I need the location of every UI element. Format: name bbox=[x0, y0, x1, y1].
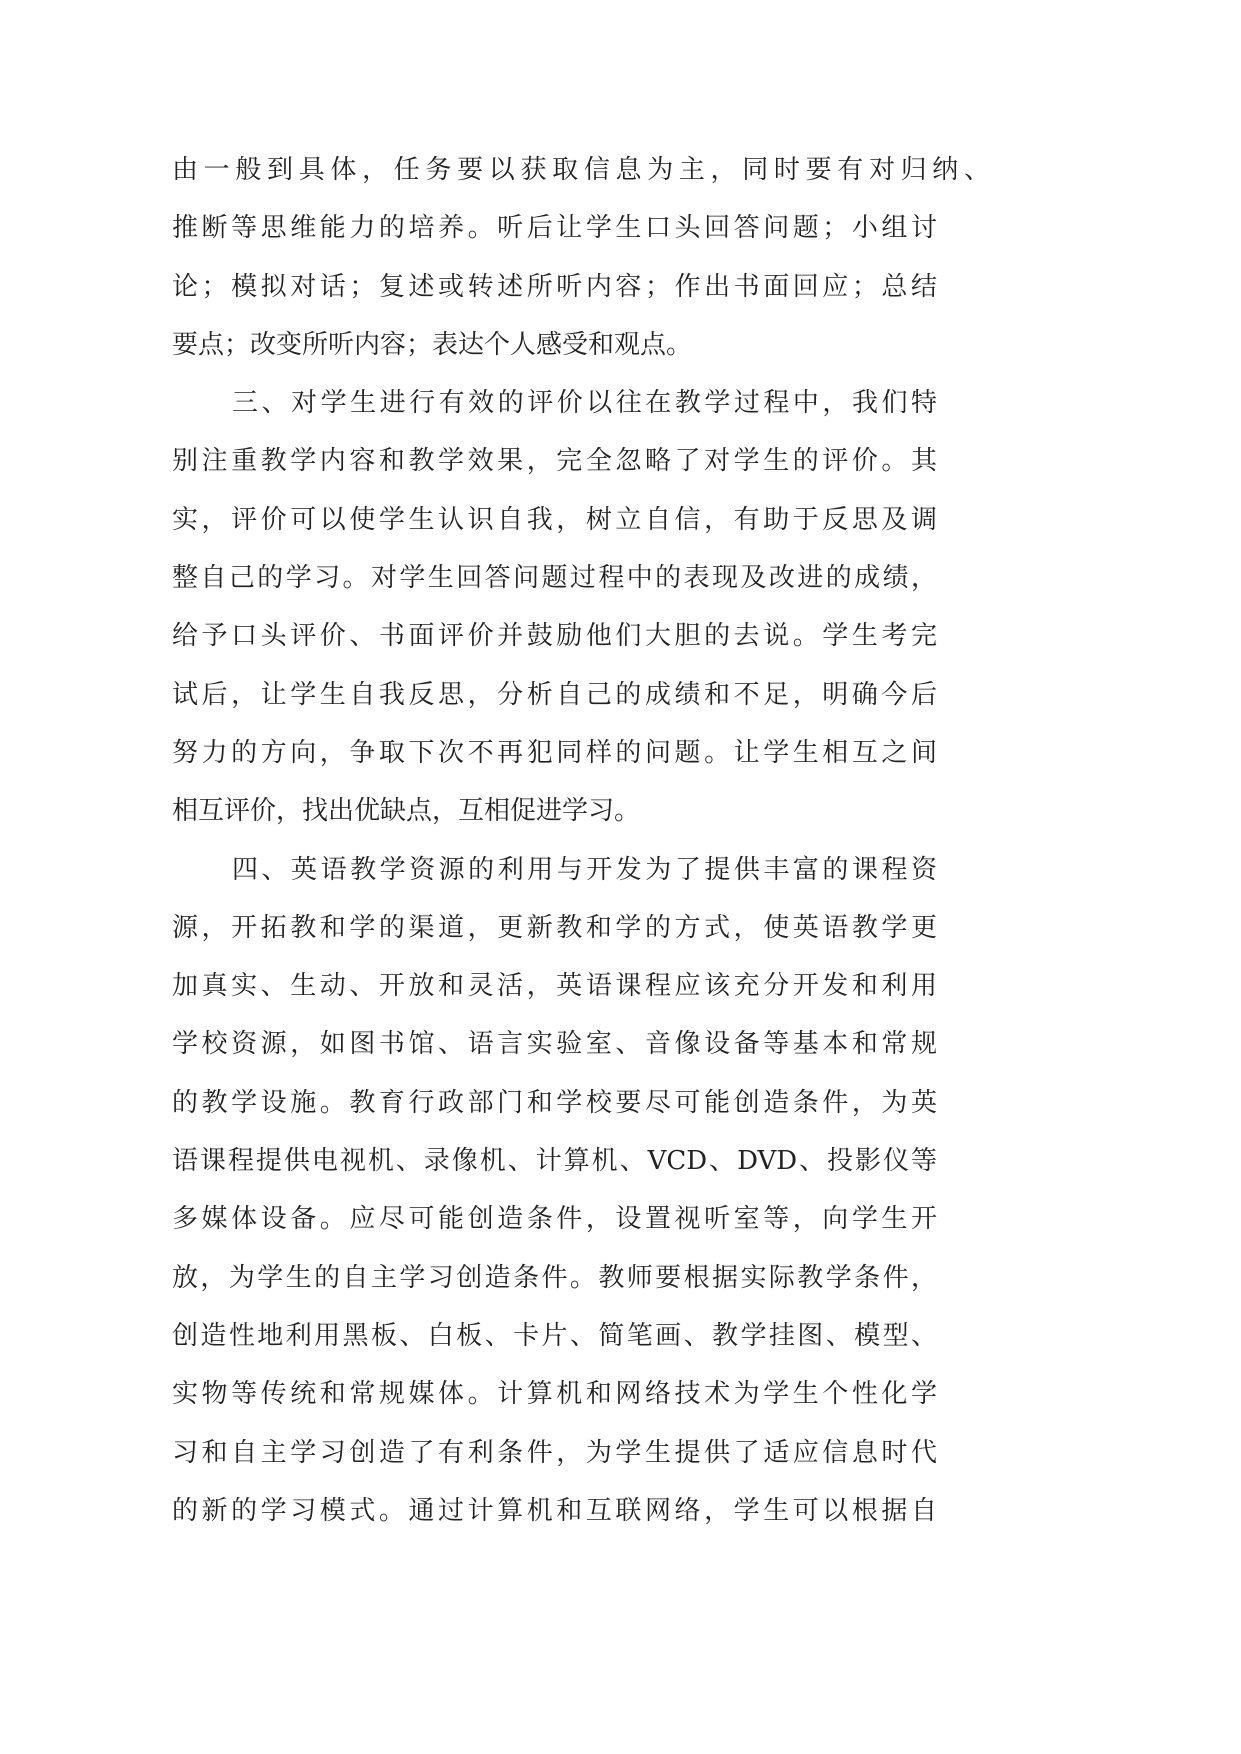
body-paragraph bbox=[172, 374, 990, 840]
body-paragraph bbox=[172, 841, 990, 1541]
text-line: 语课程提供电视机、录像机、计算机、VCD、DVD、投影仪等 bbox=[172, 1146, 937, 1177]
text-line: 实物等传统和常规媒体。计算机和网络技术为学生个性化学 bbox=[172, 1379, 937, 1410]
text-line: 加真实、生动、开放和灵活，英语课程应该充分开发和利用 bbox=[172, 971, 937, 1002]
text-line: 给予口头评价、书面评价并鼓励他们大胆的去说。学生考完 bbox=[172, 621, 937, 652]
document-body bbox=[172, 141, 990, 1540]
text-line: 学校资源，如图书馆、语言实验室、音像设备等基本和常规 bbox=[172, 1029, 937, 1060]
paragraph-heading-line: 三、对学生进行有效的评价以往在教学过程中，我们特 bbox=[232, 388, 937, 419]
text-line: 的新的学习模式。通过计算机和互联网络，学生可以根据自 bbox=[172, 1495, 937, 1526]
text-line: 实，评价可以使学生认识自我，树立自信，有助于反思及调 bbox=[172, 504, 937, 535]
paragraph-heading-line: 四、英语教学资源的利用与开发为了提供丰富的课程资 bbox=[232, 854, 937, 885]
text-line: 推断等思维能力的培养。听后让学生口头回答问题；小组讨 bbox=[172, 213, 937, 244]
text-line: 努力的方向，争取下次不再犯同样的问题。让学生相互之间 bbox=[172, 737, 937, 768]
text-line: 多媒体设备。应尽可能创造条件，设置视听室等，向学生开 bbox=[172, 1204, 937, 1235]
text-line: 别注重教学内容和教学效果，完全忽略了对学生的评价。其 bbox=[172, 446, 937, 477]
text-line: 习和自主学习创造了有利条件，为学生提供了适应信息时代 bbox=[172, 1437, 937, 1468]
text-line: 论；模拟对话；复述或转述所听内容；作出书面回应；总结 bbox=[172, 271, 937, 302]
text-line: 试后，让学生自我反思，分析自己的成绩和不足，明确今后 bbox=[172, 679, 937, 710]
text-line: 放，为学生的自主学习创造条件。教师要根据实际教学条件， bbox=[172, 1262, 937, 1293]
body-paragraph bbox=[172, 141, 990, 374]
text-line: 相互评价，找出优缺点，互相促进学习。 bbox=[172, 796, 641, 827]
text-line: 源，开拓教和学的渠道，更新教和学的方式，使英语教学更 bbox=[172, 912, 937, 943]
text-line: 整自己的学习。对学生回答问题过程中的表现及改进的成绩， bbox=[172, 563, 937, 594]
text-line: 要点；改变所听内容；表达个人感受和观点。 bbox=[172, 329, 693, 360]
text-line: 创造性地利用黑板、白板、卡片、简笔画、教学挂图、模型、 bbox=[172, 1320, 937, 1351]
text-line: 的教学设施。教育行政部门和学校要尽可能创造条件，为英 bbox=[172, 1087, 937, 1118]
text-line: 由一般到具体，任务要以获取信息为主，同时要有对归纳、 bbox=[172, 155, 990, 185]
